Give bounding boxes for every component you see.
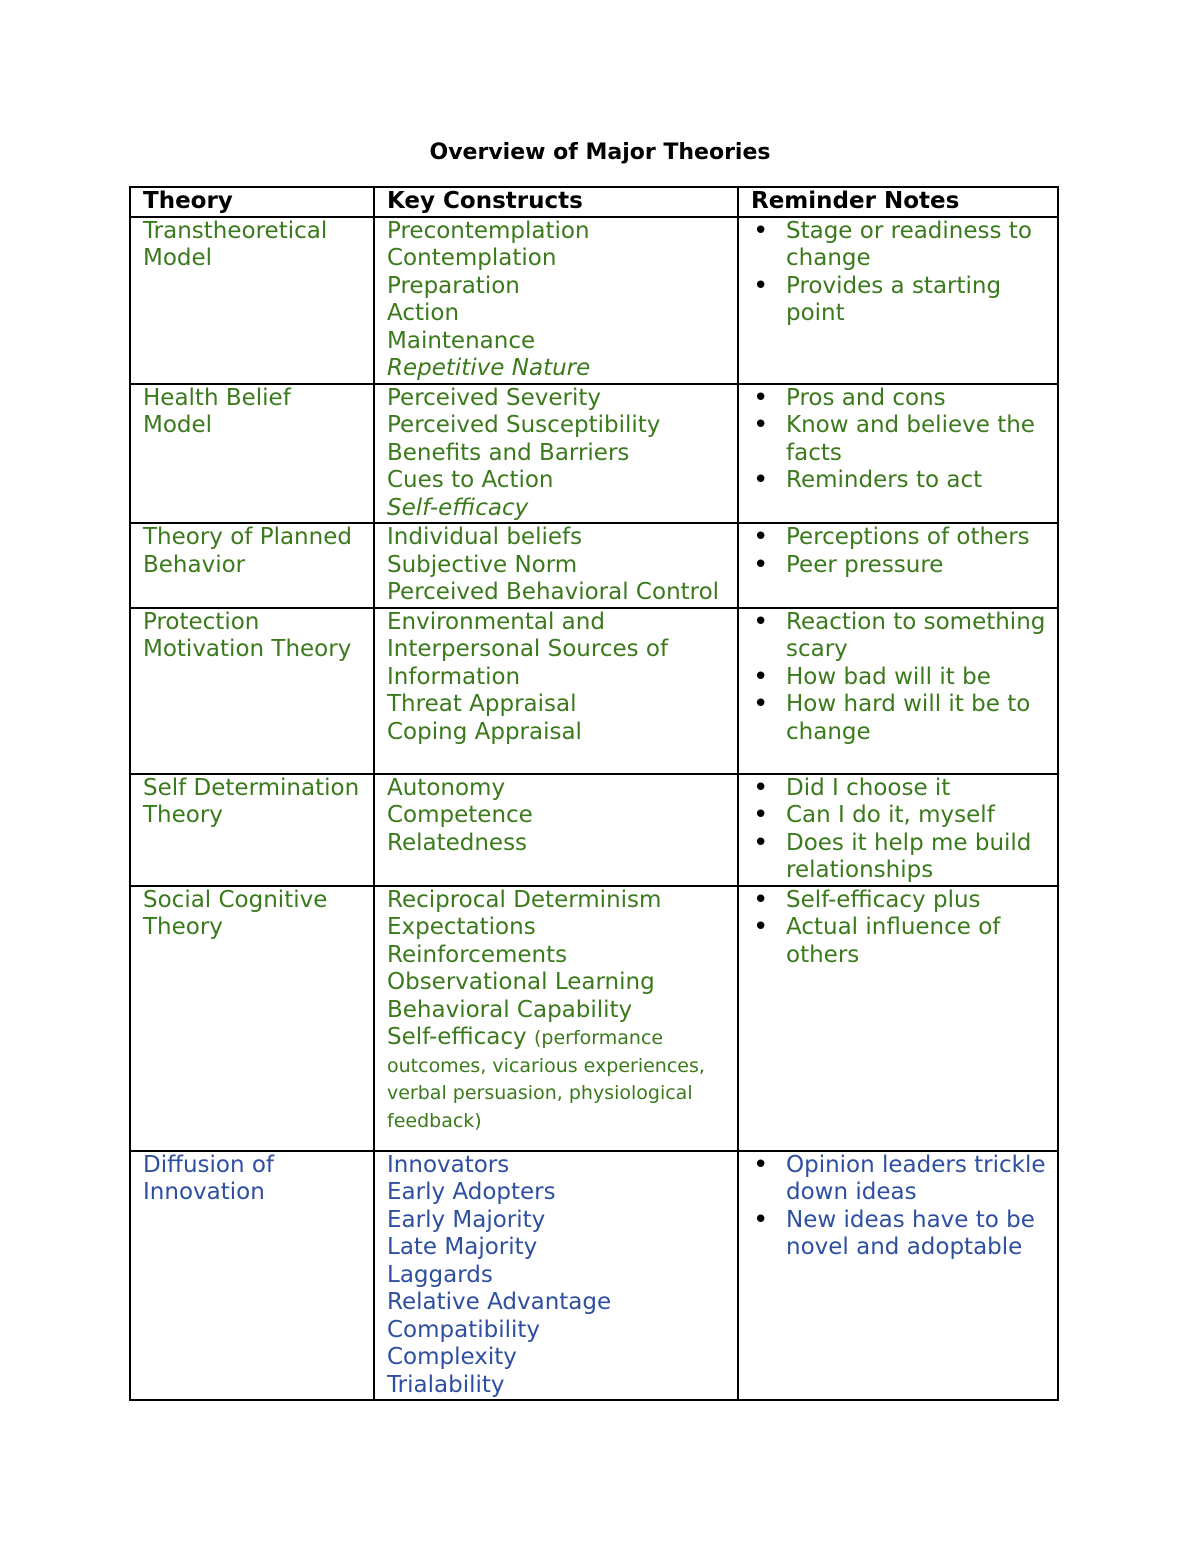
construct-item: Late Majority xyxy=(387,1234,538,1260)
note-item: • Perceptions of others xyxy=(751,524,1053,552)
construct-item: Perceived Susceptibility xyxy=(387,412,661,438)
theory-name-line: Theory xyxy=(143,914,223,940)
constructs-cell xyxy=(374,1151,738,1401)
notes-list xyxy=(751,887,1053,970)
header-key-constructs: Key Constructs xyxy=(374,187,738,217)
construct-item: Early Adopters xyxy=(387,1179,556,1205)
construct-item: Individual beliefs xyxy=(387,524,583,550)
note-item: • Pros and cons xyxy=(751,385,1053,413)
constructs-cell xyxy=(374,217,738,384)
constructs-cell xyxy=(374,384,738,524)
theory-name-line: Theory xyxy=(143,802,223,828)
notes-list xyxy=(751,775,1053,885)
construct-item: Trialability xyxy=(387,1371,505,1398)
table-row xyxy=(130,1151,1058,1401)
construct-item: Information xyxy=(387,663,521,690)
notes-list xyxy=(751,609,1053,747)
note-item: • How hard will it be to change xyxy=(751,691,1053,746)
note-item: • Know and believe the facts xyxy=(751,412,1053,467)
theory-cell xyxy=(130,608,374,774)
theory-name-line: Diffusion of xyxy=(143,1151,275,1178)
construct-item: Action xyxy=(387,300,460,326)
note-item: • Reaction to something scary xyxy=(751,609,1053,664)
theory-cell xyxy=(130,217,374,384)
constructs-cell xyxy=(374,608,738,774)
note-item: • Did I choose it xyxy=(751,775,1053,803)
construct-item: Expectations xyxy=(387,914,536,940)
construct-item: Observational Learning xyxy=(387,969,655,995)
theory-name-line: Motivation Theory xyxy=(143,636,352,662)
theory-cell xyxy=(130,384,374,524)
note-item: • Reminders to act xyxy=(751,467,1053,495)
construct-item: Reciprocal Determinism xyxy=(387,886,662,913)
notes-cell xyxy=(738,1151,1058,1401)
theory-name-line: Self Determination xyxy=(143,774,360,801)
construct-item: Compatibility xyxy=(387,1316,541,1343)
construct-item: Preparation xyxy=(387,272,520,299)
theory-name-line: Model xyxy=(143,412,213,438)
theory-cell xyxy=(130,886,374,1151)
theory-name-line: Innovation xyxy=(143,1179,265,1205)
notes-cell xyxy=(738,608,1058,774)
theory-name-line: Social Cognitive xyxy=(143,886,328,913)
table-header-row xyxy=(130,187,1058,217)
note-item: • Stage or readiness to change xyxy=(751,218,1053,273)
construct-item: Interpersonal Sources of xyxy=(387,636,669,662)
page-title: Overview of Major Theories xyxy=(429,140,771,165)
notes-cell xyxy=(738,523,1058,608)
notes-cell xyxy=(738,886,1058,1151)
theory-name-line: Theory of Planned xyxy=(143,524,352,550)
notes-cell xyxy=(738,217,1058,384)
construct-item: Innovators xyxy=(387,1151,510,1178)
table-row xyxy=(130,217,1058,384)
theory-name-line: Behavior xyxy=(143,551,246,578)
theory-name-line: Protection xyxy=(143,608,260,635)
header-theory: Theory xyxy=(130,187,374,217)
theory-cell xyxy=(130,523,374,608)
construct-item: Cues to Action xyxy=(387,467,554,493)
notes-list xyxy=(751,524,1053,579)
note-item: • How bad will it be xyxy=(751,664,1053,692)
construct-item: Competence xyxy=(387,802,533,828)
notes-list xyxy=(751,1152,1053,1262)
notes-cell xyxy=(738,384,1058,524)
construct-item: Self-efficacy xyxy=(387,1024,527,1050)
constructs-cell xyxy=(374,774,738,886)
construct-item: Subjective Norm xyxy=(387,551,578,578)
construct-item: Reinforcements xyxy=(387,941,568,968)
notes-list xyxy=(751,385,1053,495)
construct-item: Environmental and xyxy=(387,608,605,635)
construct-item: Contemplation xyxy=(387,245,557,271)
construct-item: Complexity xyxy=(387,1344,517,1370)
theory-name-line: Transtheoretical xyxy=(143,217,328,244)
construct-item: Relatedness xyxy=(387,829,528,856)
self-efficacy-construct xyxy=(387,1024,733,1134)
notes-cell xyxy=(738,774,1058,886)
construct-item: Benefits and Barriers xyxy=(387,439,630,466)
theory-cell xyxy=(130,774,374,886)
construct-item: Coping Appraisal xyxy=(387,718,582,745)
table-row xyxy=(130,774,1058,886)
construct-item: Laggards xyxy=(387,1261,493,1288)
note-item: • Provides a starting point xyxy=(751,273,1053,328)
construct-item: Perceived Behavioral Control xyxy=(387,579,720,605)
theory-name-line: Model xyxy=(143,245,213,271)
construct-item: Threat Appraisal xyxy=(387,691,577,717)
note-item: • Peer pressure xyxy=(751,552,1053,580)
table-row xyxy=(130,523,1058,608)
table-row xyxy=(130,608,1058,774)
theories-table xyxy=(129,186,1059,1401)
construct-item: Relative Advantage xyxy=(387,1289,612,1315)
construct-item: Maintenance xyxy=(387,327,536,354)
construct-item: Self-efficacy xyxy=(387,494,529,521)
note-item: • Does it help me build relationships xyxy=(751,830,1053,885)
construct-item: Perceived Severity xyxy=(387,384,601,411)
table-row xyxy=(130,384,1058,524)
notes-list xyxy=(751,218,1053,328)
note-item: • Can I do it, myself xyxy=(751,802,1053,830)
constructs-cell xyxy=(374,886,738,1151)
constructs-cell xyxy=(374,523,738,608)
theory-cell xyxy=(130,1151,374,1401)
note-item: • Self-efficacy plus xyxy=(751,887,1053,915)
header-reminder-notes: Reminder Notes xyxy=(738,187,1058,217)
construct-item: Behavioral Capability xyxy=(387,996,633,1023)
construct-item: Autonomy xyxy=(387,774,506,801)
table-row xyxy=(130,886,1058,1151)
theory-name-line: Health Belief xyxy=(143,384,291,411)
construct-item: Early Majority xyxy=(387,1206,546,1233)
construct-item: Precontemplation xyxy=(387,217,590,244)
note-item: • Actual influence of others xyxy=(751,914,1053,969)
note-item: • Opinion leaders trickle down ideas xyxy=(751,1152,1053,1207)
note-item: • New ideas have to be novel and adoptable xyxy=(751,1207,1053,1262)
construct-item: Repetitive Nature xyxy=(387,355,591,381)
construct-detail: (performance outcomes, vicarious experiences, verbal persuasion, physiological feedback) xyxy=(387,1027,705,1132)
